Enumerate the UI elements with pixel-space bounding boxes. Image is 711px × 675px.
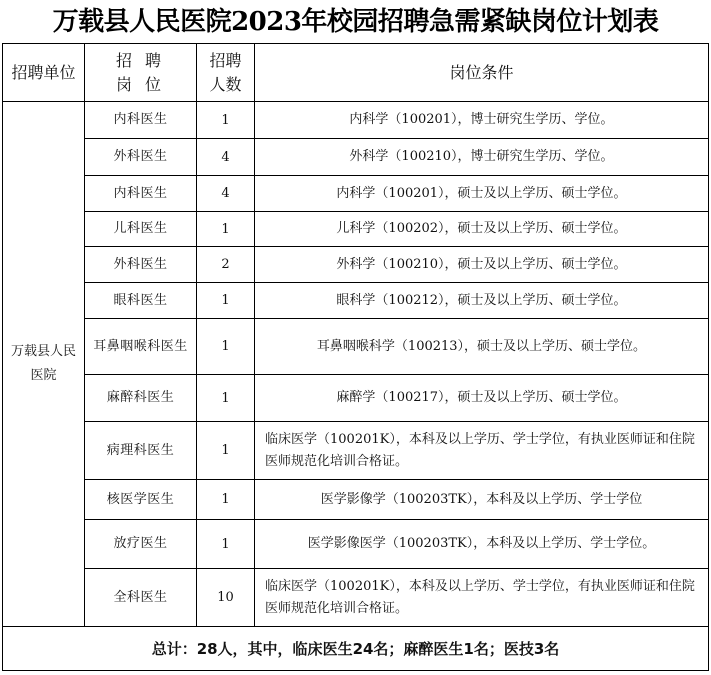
requirements-cell: 内科学（100201），硕士及以上学历、硕士学位。 [255, 176, 709, 212]
position-cell: 内科医生 [85, 102, 197, 139]
table-row [3, 283, 709, 319]
position-cell: 耳鼻咽喉科医生 [85, 319, 197, 375]
position-cell: 儿科医生 [85, 212, 197, 247]
requirements-cell: 儿科学（100202），硕士及以上学历、硕士学位。 [255, 212, 709, 247]
table-row [3, 247, 709, 283]
count-cell: 1 [197, 480, 255, 520]
requirements-cell: 麻醉学（100217），硕士及以上学历、硕士学位。 [255, 375, 709, 422]
count-cell: 1 [197, 212, 255, 247]
requirements-cell: 外科学（100210），博士研究生学历、学位。 [255, 139, 709, 176]
position-cell: 病理科医生 [85, 422, 197, 480]
count-cell: 1 [197, 375, 255, 422]
total-summary: 总计：28人，其中，临床医生24名；麻醉医生1名；医技3名 [3, 627, 709, 671]
header-unit: 招聘单位 [3, 44, 85, 102]
table-total-row [3, 627, 709, 671]
table-row [3, 139, 709, 176]
recruitment-table [2, 43, 709, 671]
position-cell: 麻醉科医生 [85, 375, 197, 422]
position-cell: 全科医生 [85, 569, 197, 627]
table-row [3, 319, 709, 375]
header-count: 招聘人数 [197, 44, 255, 102]
count-cell: 4 [197, 176, 255, 212]
requirements-cell: 临床医学（100201K），本科及以上学历、学士学位，有执业医师证和住院医师规范化培训合格证。 [255, 422, 709, 480]
count-cell: 1 [197, 422, 255, 480]
position-cell: 眼科医生 [85, 283, 197, 319]
table-row [3, 375, 709, 422]
requirements-cell: 临床医学（100201K），本科及以上学历、学士学位，有执业医师证和住院医师规范化培训合格证。 [255, 569, 709, 627]
table-row [3, 102, 709, 139]
requirements-cell: 医学影像医学（100203TK），本科及以上学历、学士学位。 [255, 520, 709, 569]
header-requirements: 岗位条件 [255, 44, 709, 102]
requirements-cell: 耳鼻咽喉科学（100213），硕士及以上学历、硕士学位。 [255, 319, 709, 375]
position-cell: 外科医生 [85, 139, 197, 176]
table-row [3, 212, 709, 247]
position-cell: 放疗医生 [85, 520, 197, 569]
table-row [3, 569, 709, 627]
position-cell: 外科医生 [85, 247, 197, 283]
table-header-row [3, 44, 709, 102]
requirements-cell: 眼科学（100212），硕士及以上学历、硕士学位。 [255, 283, 709, 319]
page-title: 万载县人民医院2023年校园招聘急需紧缺岗位计划表 [52, 7, 659, 37]
requirements-cell: 外科学（100210），硕士及以上学历、硕士学位。 [255, 247, 709, 283]
unit-cell: 万载县人民医院 [3, 102, 85, 627]
table-row [3, 176, 709, 212]
header-position: 招 聘 岗 位 [85, 44, 197, 102]
count-cell: 1 [197, 283, 255, 319]
count-cell: 2 [197, 247, 255, 283]
count-cell: 1 [197, 102, 255, 139]
table-row [3, 422, 709, 480]
position-cell: 核医学医生 [85, 480, 197, 520]
count-cell: 1 [197, 520, 255, 569]
count-cell: 10 [197, 569, 255, 627]
requirements-cell: 医学影像学（100203TK），本科及以上学历、学士学位 [255, 480, 709, 520]
count-cell: 4 [197, 139, 255, 176]
table-row [3, 480, 709, 520]
position-cell: 内科医生 [85, 176, 197, 212]
count-cell: 1 [197, 319, 255, 375]
table-row [3, 520, 709, 569]
requirements-cell: 内科学（100201），博士研究生学历、学位。 [255, 102, 709, 139]
